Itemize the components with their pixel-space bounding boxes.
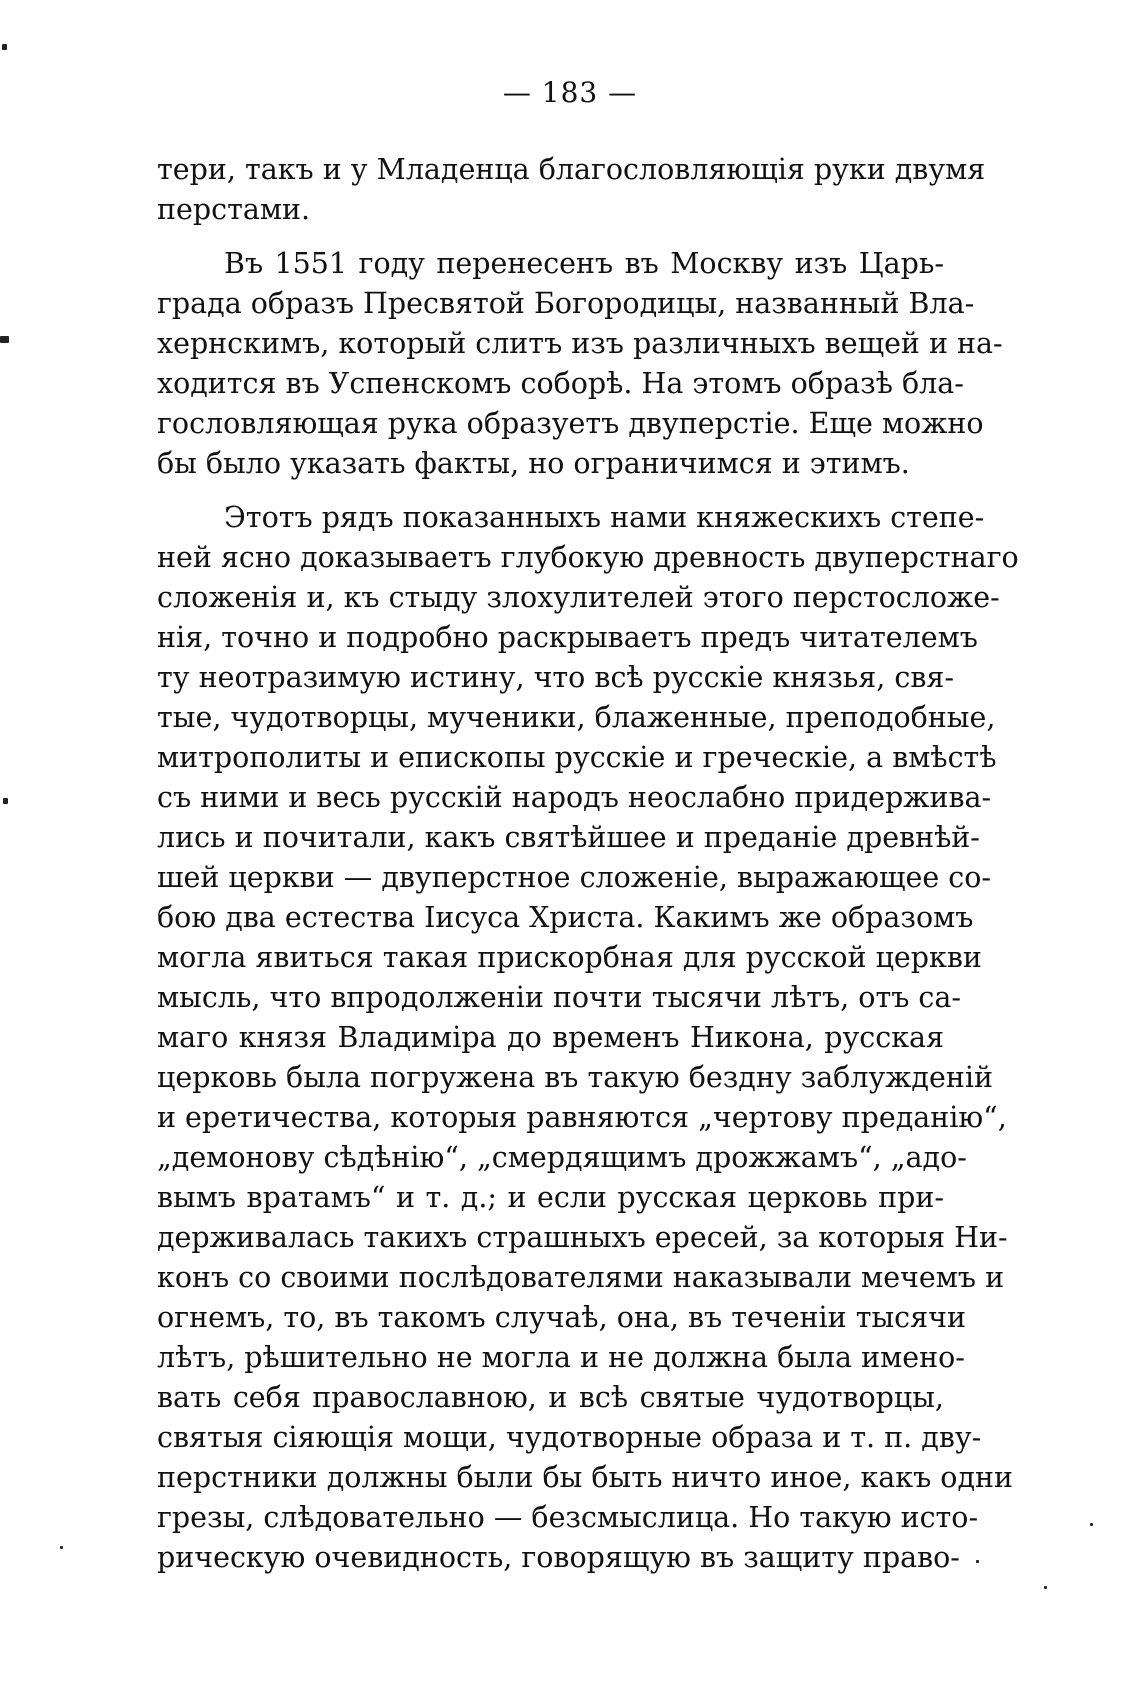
scan-speck xyxy=(60,1546,63,1549)
text-line: града образъ Пресвятой Богородицы, названный Вла- xyxy=(157,287,975,320)
text-line: бы было указать факты, но ограничимся и этимъ. xyxy=(157,447,910,480)
scan-speck xyxy=(0,336,9,343)
text-line: рическую очевидность, говорящую въ защиту право- xyxy=(157,1541,960,1574)
text-line: грезы, слѣдовательно — безсмыслица. Но такую исто- xyxy=(157,1501,979,1534)
text-line: вымъ вратамъ“ и т. д.; и если русская церковь при- xyxy=(157,1181,944,1214)
text-line: шей церкви — двуперстное сложеніе, выражающее со- xyxy=(157,861,992,894)
text-line: церковь была погружена въ такую бездну заблужденій xyxy=(157,1061,993,1094)
text-line: съ ними и весь русскій народъ неослабно придержива- xyxy=(157,781,992,814)
scan-speck xyxy=(2,44,7,50)
text-line: нія, точно и подробно раскрываетъ предъ читателемъ xyxy=(157,621,978,654)
text-line: гословляющая рука образуетъ двуперстіе. Еще можно xyxy=(157,407,984,440)
text-line: Въ 1551 году перенесенъ въ Москву изъ Царь- xyxy=(224,247,944,280)
text-line: ней ясно доказываетъ глубокую древность двуперстнаго xyxy=(157,541,1019,574)
text-line: вать себя православною, и всѣ святые чудотворцы, xyxy=(157,1381,944,1414)
scan-speck xyxy=(1090,1523,1093,1526)
text-line: бою два естества Іисуса Христа. Какимъ же образомъ xyxy=(157,901,974,934)
text-line: и еретичества, которыя равняются „чертову преданію“, xyxy=(157,1101,1007,1134)
scan-speck xyxy=(1044,1586,1047,1589)
page-number: — 183 — xyxy=(502,76,638,109)
text-line: лись и почитали, какъ святѣйшее и преданіе древнѣй- xyxy=(157,821,980,854)
paragraph-gap xyxy=(157,230,944,244)
text-line: лѣтъ, рѣшительно не могла и не должна была имено- xyxy=(157,1341,965,1374)
text-line: святыя сіяющія мощи, чудотворные образа и т. п. дву- xyxy=(157,1421,982,1454)
text-line: конъ со своими послѣдователями наказывали мечемъ и xyxy=(157,1261,1005,1294)
scan-speck xyxy=(3,798,8,804)
text-line: перстами. xyxy=(157,193,311,226)
text-line: „демонову сѣдѣнію“, „смердящимъ дрожжамъ“, „адо- xyxy=(157,1141,967,1174)
text-line: Этотъ рядъ показанныхъ нами княжескихъ степе- xyxy=(224,501,985,534)
page-body xyxy=(157,150,1019,1578)
text-line: хернскимъ, который слитъ изъ различныхъ вещей и на- xyxy=(157,327,1003,360)
text-line: сложенія и, къ стыду злохулителей этого перстосложе- xyxy=(157,581,1000,614)
scan-speck xyxy=(976,1560,979,1563)
text-line: тери, такъ и у Младенца благословляющія руки двумя xyxy=(157,153,986,186)
text-line: тые, чудотворцы, мученики, блаженные, преподобные, xyxy=(157,701,996,734)
text-line: могла явиться такая прискорбная для русской церкви xyxy=(157,941,982,974)
text-line: маго князя Владиміра до временъ Никона, русская xyxy=(157,1021,944,1054)
text-line: ходится въ Успенскомъ соборѣ. На этомъ образѣ бла- xyxy=(157,367,964,400)
text-line: перстники должны были бы быть ничто иное, какъ одни xyxy=(157,1461,1014,1494)
text-line: огнемъ, то, въ такомъ случаѣ, она, въ теченіи тысячи xyxy=(157,1301,966,1334)
text-line: митрополиты и епископы русскіе и греческіе, а вмѣстѣ xyxy=(157,741,997,774)
text-line: держивалась такихъ страшныхъ ересей, за которыя Ни- xyxy=(157,1221,1008,1254)
text-line: ту неотразимую истину, что всѣ русскіе князья, свя- xyxy=(157,661,954,694)
paragraph-gap xyxy=(157,484,944,498)
text-line: мысль, что впродолженіи почти тысячи лѣтъ, отъ са- xyxy=(157,981,961,1014)
